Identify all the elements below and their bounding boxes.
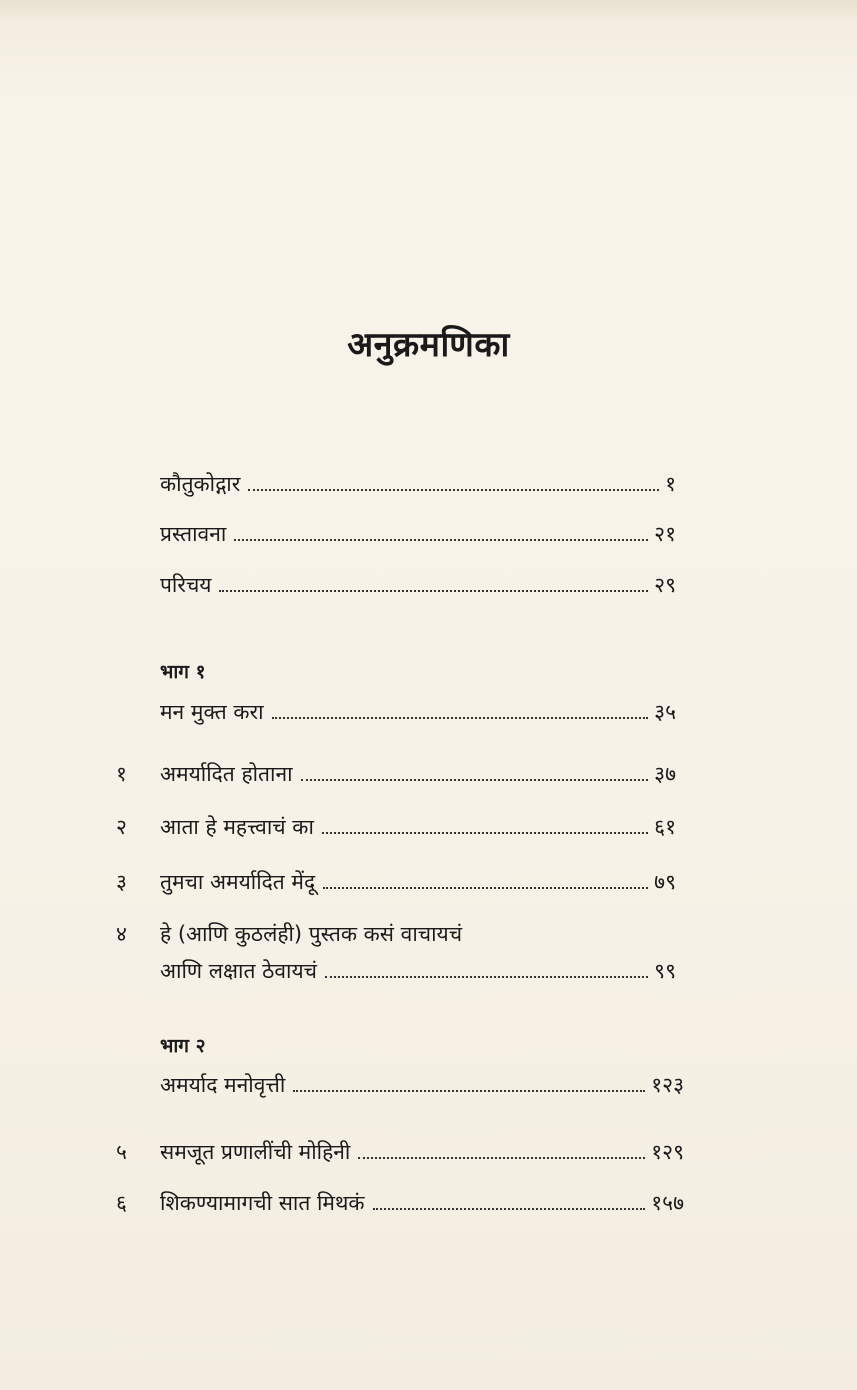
toc-entry-label: समजूत प्रणालींची मोहिनी <box>160 1140 351 1164</box>
toc-page-number: २१ <box>654 522 676 546</box>
toc-entry-front-2[interactable] <box>160 520 676 548</box>
toc-entry-label: आणि लक्षात ठेवायचं <box>160 959 317 983</box>
toc-page-number: १५७ <box>651 1191 684 1215</box>
toc-entry-chapter-2[interactable] <box>160 813 676 841</box>
toc-entry-label: आता हे महत्त्वाचं का <box>160 815 314 839</box>
toc-entry-part2-intro[interactable] <box>160 1071 684 1099</box>
toc-entry-label: मन मुक्त करा <box>160 700 264 724</box>
toc-entry-label: अमर्यादित होताना <box>160 762 293 786</box>
dot-leader <box>325 976 648 978</box>
dot-leader <box>373 1208 646 1210</box>
toc-entry-chapter-3[interactable] <box>160 868 676 896</box>
toc-page-number: ३५ <box>654 700 676 724</box>
toc-entry-chapter-1[interactable] <box>160 760 676 788</box>
chapter-number: ६ <box>116 1191 127 1215</box>
toc-page-number: ६१ <box>654 815 676 839</box>
toc-page-number: ७९ <box>654 870 676 894</box>
dot-leader <box>248 489 659 491</box>
toc-entry-label: अमर्याद मनोवृत्ती <box>160 1073 286 1097</box>
toc-page-number: २९ <box>654 573 676 597</box>
chapter-number: १ <box>116 762 127 786</box>
chapter-number: ५ <box>116 1140 127 1164</box>
dot-leader <box>358 1157 645 1159</box>
toc-page-number: ९९ <box>654 959 676 983</box>
toc-entry-chapter-6[interactable] <box>160 1189 684 1217</box>
chapter-number: ३ <box>116 870 127 894</box>
toc-entry-label: परिचय <box>160 573 212 597</box>
toc-entry-label: प्रस्तावना <box>160 522 227 546</box>
chapter-number: २ <box>116 815 127 839</box>
toc-entry-label: तुमचा अमर्यादित मेंदू <box>160 870 316 894</box>
part-1-heading: भाग १ <box>160 661 206 683</box>
toc-entry-chapter-4[interactable] <box>160 957 676 985</box>
toc-entry-front-3[interactable] <box>160 571 676 599</box>
toc-entry-chapter-5[interactable] <box>160 1138 684 1166</box>
toc-page-number: १ <box>665 472 676 496</box>
dot-leader <box>293 1090 645 1092</box>
toc-page-number: १२९ <box>651 1140 684 1164</box>
toc-title: अनुक्रमणिका <box>347 325 510 365</box>
dot-leader <box>219 590 648 592</box>
toc-page-number: ३७ <box>654 762 676 786</box>
dot-leader <box>323 887 648 889</box>
dot-leader <box>234 539 648 541</box>
toc-page-number: १२३ <box>651 1073 684 1097</box>
dot-leader <box>322 832 648 834</box>
part-2-heading: भाग २ <box>160 1035 206 1057</box>
dot-leader <box>272 717 649 719</box>
toc-entry-label: कौतुकोद्गार <box>160 472 241 496</box>
page-top-shadow <box>0 0 857 22</box>
toc-entry-part1-intro[interactable] <box>160 698 676 726</box>
toc-entry-front-1[interactable] <box>160 470 676 498</box>
toc-entry-chapter-4-line-1[interactable]: हे (आणि कुठलंही) पुस्तक कसं वाचायचं <box>160 922 463 946</box>
chapter-number: ४ <box>116 922 127 946</box>
dot-leader <box>301 779 649 781</box>
toc-entry-label: शिकण्यामागची सात मिथकं <box>160 1191 365 1215</box>
